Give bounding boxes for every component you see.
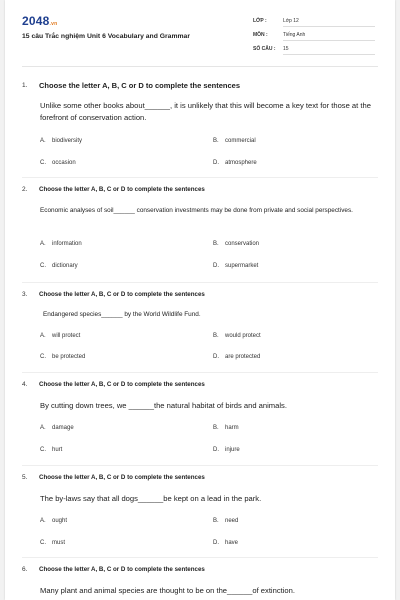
option-a[interactable]: A. biodiversity — [40, 138, 83, 144]
option-b[interactable]: B. need — [213, 518, 239, 524]
meta-grade — [253, 18, 375, 27]
option-d[interactable]: D. have — [213, 540, 239, 546]
question-number: 4. — [22, 381, 28, 388]
question-text: Unlike some other books about______, it is unlikely that this will become a key text for those at the forefront of conservation action. — [40, 101, 371, 122]
question-text: Endangered species______ by the World Wildlife Fund. — [43, 311, 201, 318]
option-d[interactable]: D. are protected — [213, 354, 261, 360]
meta-value: Tiếng Anh — [283, 32, 375, 41]
meta-key: SỐ CÂU : — [253, 46, 276, 52]
question-text: By cutting down trees, we ______the natural habitat of birds and animals. — [40, 401, 287, 410]
worksheet-page — [5, 0, 395, 600]
question-number: 1. — [22, 82, 28, 89]
option-a[interactable]: A. information — [40, 241, 82, 247]
question-divider — [22, 465, 378, 466]
header-divider — [22, 66, 378, 67]
meta-value: 15 — [283, 46, 375, 55]
site-logo[interactable] — [22, 14, 57, 28]
option-c[interactable]: C. be protected — [40, 354, 86, 360]
question-instruction: Choose the letter A, B, C or D to complete the sentences — [39, 474, 205, 481]
logo-suffix: .vn — [49, 21, 58, 27]
option-c[interactable]: C. dictionary — [40, 263, 78, 269]
meta-key: MÔN : — [253, 32, 268, 38]
option-a[interactable]: A. will protect — [40, 333, 81, 339]
question-text: The by-laws say that all dogs______be kept on a lead in the park. — [40, 494, 262, 503]
question-divider — [22, 372, 378, 373]
question-instruction: Choose the letter A, B, C or D to complete the sentences — [39, 81, 241, 90]
question-text: Economic analyses of soil______ conservation investments may be done from private and social perspectives. — [40, 207, 353, 214]
question-divider — [22, 177, 378, 178]
option-b[interactable]: B. commercial — [213, 138, 256, 144]
option-d[interactable]: D. supermarket — [213, 263, 259, 269]
question-instruction: Choose the letter A, B, C or D to complete the sentences — [39, 381, 205, 388]
option-c[interactable]: C. must — [40, 540, 66, 546]
question-number: 2. — [22, 186, 28, 193]
meta-subject — [253, 32, 375, 41]
question-divider — [22, 557, 378, 558]
logo-text: 2048 — [22, 14, 50, 28]
option-c[interactable]: C. hurt — [40, 447, 63, 453]
meta-key: LỚP : — [253, 18, 267, 24]
option-d[interactable]: D. atmosphere — [213, 160, 257, 166]
question-instruction: Choose the letter A, B, C or D to complete the sentences — [39, 186, 205, 193]
option-a[interactable]: A. ought — [40, 518, 68, 524]
question-number: 3. — [22, 291, 28, 298]
meta-value: Lớp 12 — [283, 18, 375, 27]
question-number: 5. — [22, 474, 28, 481]
option-d[interactable]: D. injure — [213, 447, 240, 453]
question-number: 6. — [22, 566, 28, 573]
question-text: Many plant and animal species are thought to be on the______of extinction. — [40, 586, 295, 595]
option-b[interactable]: B. would protect — [213, 333, 261, 339]
option-b[interactable]: B. conservation — [213, 241, 260, 247]
question-divider — [22, 282, 378, 283]
meta-question-count — [253, 46, 375, 55]
option-a[interactable]: A. damage — [40, 425, 74, 431]
option-c[interactable]: C. occasion — [40, 160, 76, 166]
question-instruction: Choose the letter A, B, C or D to complete the sentences — [39, 291, 205, 298]
question-instruction: Choose the letter A, B, C or D to complete the sentences — [39, 566, 205, 573]
option-b[interactable]: B. harm — [213, 425, 239, 431]
document-title: 15 câu Trắc nghiệm Unit 6 Vocabulary and Grammar — [22, 33, 190, 40]
